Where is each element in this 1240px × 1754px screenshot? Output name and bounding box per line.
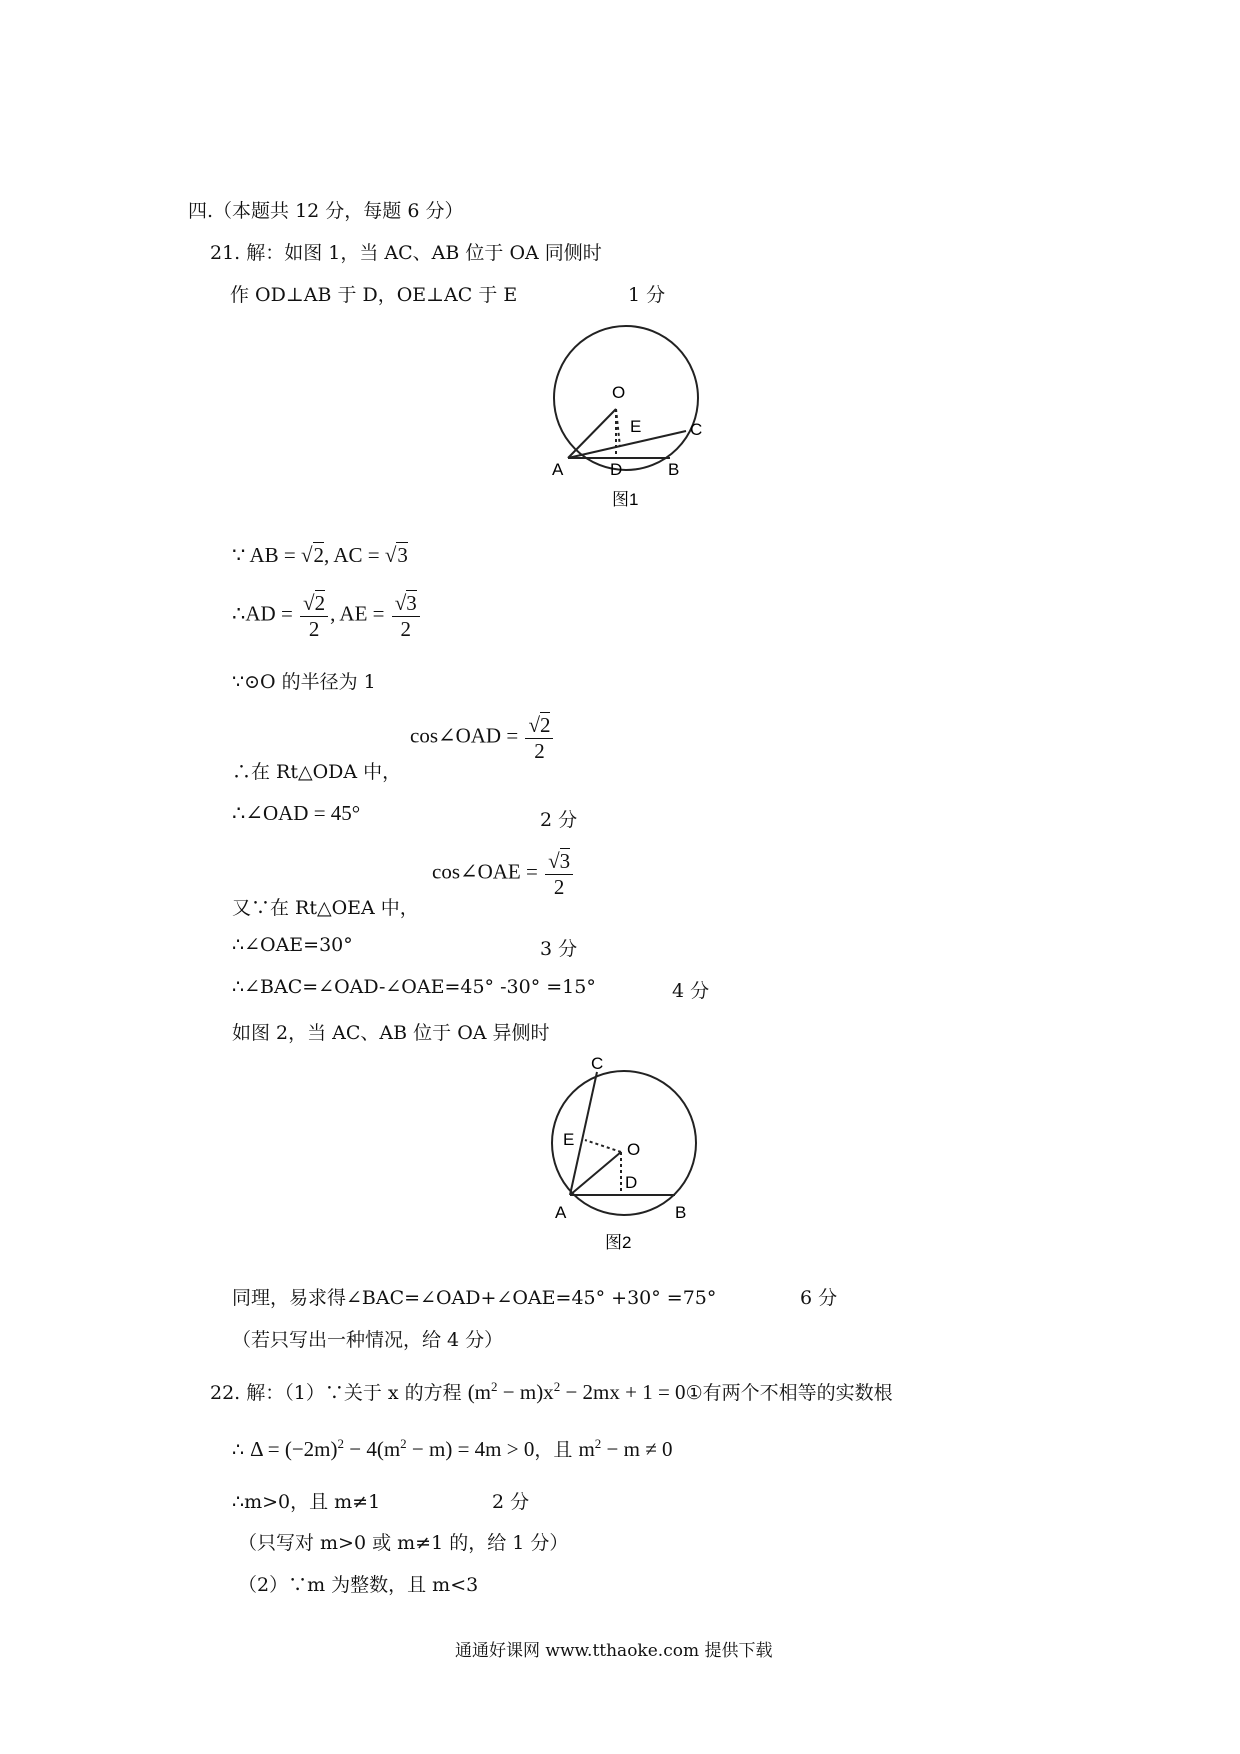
fig2-label-b: B	[675, 1203, 687, 1222]
fig1-chord-ac	[568, 431, 686, 458]
q22-note: （只写对 m>0 或 m≠1 的，给 1 分）	[238, 1532, 569, 1554]
score-6: 6 分	[800, 1287, 838, 1309]
fig1-segment-oa	[568, 409, 616, 458]
fig1-label-a: A	[552, 460, 564, 479]
fig2-label-e: E	[563, 1130, 575, 1149]
fig2-label-a: A	[555, 1203, 567, 1222]
given-line	[232, 543, 408, 568]
case2-line: 如图 2，当 AC、AB 位于 OA 异侧时	[232, 1022, 550, 1044]
footer: 通通好课网 www.tthaoke.com 提供下载	[455, 1641, 773, 1661]
sqrt-2: √2	[300, 543, 325, 567]
discriminant: $\Delta = (-2m)^2 - 4(m^2 - m) = 4m > 0$	[250, 1436, 535, 1461]
radius-line: ∵⊙O 的半径为 1	[232, 671, 376, 693]
figure-2	[545, 1055, 710, 1260]
cos-oad	[410, 712, 555, 763]
score-q22-2: 2 分	[492, 1491, 530, 1513]
fig2-segment-oe	[585, 1140, 621, 1152]
score-1: 1 分	[628, 284, 666, 306]
fraction-ad: $\frac{√2}{2}$	[300, 590, 328, 641]
rt-oda-prefix: ∴在 Rt△ODA 中，	[232, 761, 402, 783]
fig1-label-b: B	[668, 460, 680, 479]
fig2-label-c: C	[591, 1055, 604, 1073]
q21-intro: 21. 解：如图 1，当 AC、AB 位于 OA 同侧时	[210, 242, 602, 264]
q21-construction: 作 OD⊥AB 于 D，OE⊥AC 于 E	[230, 284, 518, 306]
score-3: 3 分	[540, 938, 578, 960]
q22-intro-end: ①有两个不相等的实数根	[685, 1382, 893, 1404]
fig2-label-d: D	[625, 1173, 638, 1192]
rt-oea-prefix: 又∵在 Rt△OEA 中，	[232, 897, 419, 919]
ae-label: , AE =	[330, 601, 390, 626]
fig2-label-o: O	[627, 1140, 641, 1159]
bac-case1: ∴∠BAC=∠OAD-∠OAE=45° -30° =15°	[232, 976, 596, 998]
therefore-symbol: ∴	[232, 1439, 245, 1461]
fig1-label-e: E	[630, 417, 642, 436]
score-2: 2 分	[540, 809, 578, 831]
figure-1	[540, 325, 710, 510]
fraction-cos-oad: $\frac{√2}{2}$	[525, 712, 553, 763]
fig1-circle	[554, 326, 698, 470]
oad-result: ∴∠OAD = 45°	[232, 801, 361, 825]
fraction-cos-oae: $\frac{√3}{2}$	[545, 848, 573, 899]
bac-case2: 同理，易求得∠BAC=∠OAD+∠OAE=45° +30° =75°	[232, 1287, 717, 1309]
fig1-caption: 图1	[612, 490, 639, 509]
cos-oae	[432, 848, 575, 899]
discriminant-line	[232, 1435, 672, 1462]
fig1-label-d: D	[610, 460, 623, 479]
q22-part2: （2）∵m 为整数，且 m<3	[238, 1574, 479, 1596]
score-4: 4 分	[672, 980, 710, 1002]
q22-intro-text: 22. 解：（1）∵关于 x 的方程	[210, 1382, 462, 1404]
and-text: ，且	[534, 1439, 573, 1461]
cos-oad-label: cos∠OAD =	[410, 723, 524, 748]
fig1-label-c: C	[690, 420, 703, 439]
ac-label: , AC =	[324, 543, 385, 567]
coefficient-nonzero: $m^2 - m \ne 0$	[578, 1436, 673, 1461]
ad-ae-line	[232, 590, 422, 641]
fraction-ae: $\frac{√3}{2}$	[392, 590, 420, 641]
m-condition: ∴m>0，且 m≠1	[232, 1491, 381, 1513]
q22-intro	[210, 1378, 893, 1405]
ad-label: ∴AD =	[232, 601, 299, 626]
because-symbol: ∵	[232, 543, 246, 567]
fig2-caption: 图2	[605, 1233, 632, 1252]
fig1-label-o: O	[612, 383, 626, 402]
section-heading: 四.（本题共 12 分，每题 6 分）	[188, 200, 464, 222]
q21-note: （若只写出一种情况，给 4 分）	[232, 1329, 504, 1351]
ab-label: AB =	[249, 543, 301, 567]
oae-result: ∴∠OAE=30°	[232, 934, 353, 956]
cos-oae-label: cos∠OAE =	[432, 859, 544, 884]
equation-1: $(m^2 - m)x^2 - 2mx + 1 = 0$	[467, 1379, 686, 1404]
sqrt-3: √3	[384, 543, 408, 567]
